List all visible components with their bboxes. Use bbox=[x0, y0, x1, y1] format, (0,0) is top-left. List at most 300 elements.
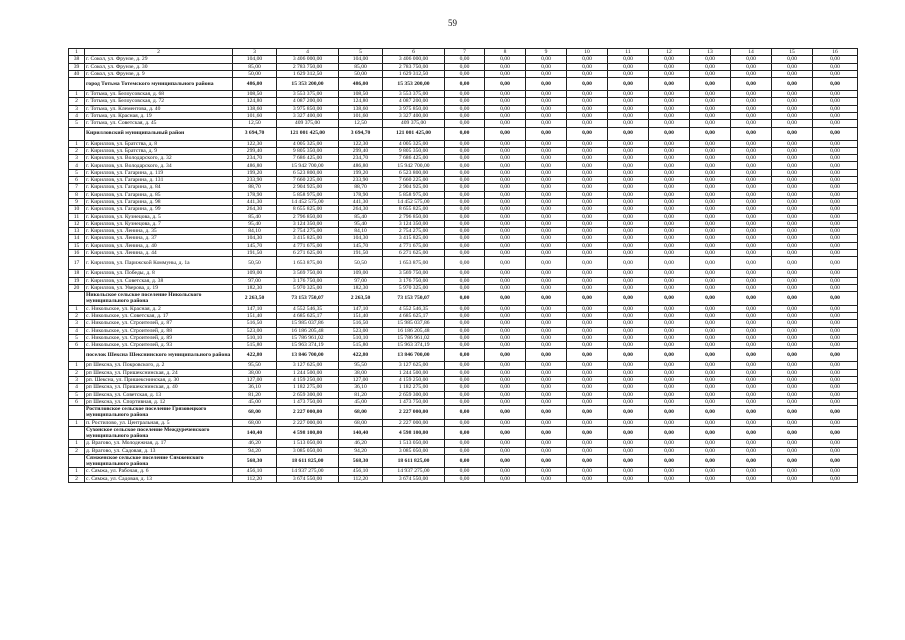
value-cell-13: 0,00 bbox=[690, 213, 731, 220]
value-cell-16: 0,00 bbox=[813, 270, 858, 277]
cost-cell: 1 513 050,00 bbox=[383, 440, 445, 447]
value-cell-10: 0,00 bbox=[567, 284, 608, 291]
cost-total-cell: 3 327 400,00 bbox=[277, 112, 339, 119]
value-cell-13: 0,00 bbox=[690, 105, 731, 112]
value-cell-14: 0,00 bbox=[731, 78, 772, 91]
value-cell-7: 0,00 bbox=[445, 406, 485, 419]
table-row bbox=[69, 169, 858, 176]
table-row bbox=[69, 391, 858, 398]
area-cell: 515,80 bbox=[339, 342, 383, 349]
value-cell-16: 0,00 bbox=[813, 468, 858, 475]
address-cell: г. Кириллов, ул. Советская, д. 38 bbox=[85, 277, 233, 284]
value-cell-15: 0,00 bbox=[772, 184, 813, 191]
value-cell-16: 0,00 bbox=[813, 349, 858, 362]
cost-cell: 4 771 675,00 bbox=[383, 242, 445, 249]
address-cell: г. Сокол, ул. Фрунзе, д. 29 bbox=[85, 56, 233, 63]
value-cell-7: 0,00 bbox=[445, 127, 485, 140]
cost-total-cell: 14 937 275,00 bbox=[277, 468, 339, 475]
row-number-cell: 15 bbox=[69, 242, 85, 249]
cost-cell: 4 005 325,00 bbox=[383, 140, 445, 147]
value-cell-15: 0,00 bbox=[772, 242, 813, 249]
value-cell-10: 0,00 bbox=[567, 384, 608, 391]
value-cell-8: 0,00 bbox=[485, 369, 526, 376]
value-cell-15: 0,00 bbox=[772, 155, 813, 162]
value-cell-9: 0,00 bbox=[526, 242, 567, 249]
value-cell-14: 0,00 bbox=[731, 169, 772, 176]
value-cell-12: 0,00 bbox=[649, 384, 690, 391]
table-row bbox=[69, 419, 858, 426]
row-number-cell: 2 bbox=[69, 475, 85, 482]
row-number-cell bbox=[69, 426, 85, 439]
address-cell: г. Кириллов, ул. Гагарина, д. 84 bbox=[85, 184, 233, 191]
value-cell-7: 0,00 bbox=[445, 213, 485, 220]
row-number-cell: 5 bbox=[69, 391, 85, 398]
table-row bbox=[69, 377, 858, 384]
table-row bbox=[69, 342, 858, 349]
cost-cell: 1 182 275,00 bbox=[383, 384, 445, 391]
value-cell-13: 0,00 bbox=[690, 398, 731, 405]
value-cell-7: 0,00 bbox=[445, 447, 485, 454]
value-cell-11: 0,00 bbox=[608, 112, 649, 119]
area-cell: 104,00 bbox=[339, 56, 383, 63]
cost-cell: 121 001 425,00 bbox=[383, 127, 445, 140]
value-cell-16: 0,00 bbox=[813, 213, 858, 220]
value-cell-14: 0,00 bbox=[731, 391, 772, 398]
value-cell-8: 0,00 bbox=[485, 327, 526, 334]
row-number-cell: 16 bbox=[69, 250, 85, 257]
area-cell: 486,00 bbox=[339, 78, 383, 91]
area-total-cell: 233,90 bbox=[233, 177, 277, 184]
value-cell-15: 0,00 bbox=[772, 362, 813, 369]
value-cell-7: 0,00 bbox=[445, 105, 485, 112]
value-cell-13: 0,00 bbox=[690, 147, 731, 154]
row-number-cell: 8 bbox=[69, 191, 85, 198]
value-cell-16: 0,00 bbox=[813, 228, 858, 235]
value-cell-15: 0,00 bbox=[772, 292, 813, 305]
cost-total-cell: 1 244 500,00 bbox=[277, 369, 339, 376]
address-cell: рп Шексна, ул. Советская, д. 13 bbox=[85, 391, 233, 398]
cost-cell: 16 186 205,48 bbox=[383, 327, 445, 334]
area-cell: 145,70 bbox=[339, 242, 383, 249]
value-cell-13: 0,00 bbox=[690, 70, 731, 77]
table-row bbox=[69, 250, 858, 257]
row-number-cell: 1 bbox=[69, 468, 85, 475]
value-cell-7: 0,00 bbox=[445, 155, 485, 162]
value-cell-11: 0,00 bbox=[608, 305, 649, 312]
value-cell-12: 0,00 bbox=[649, 177, 690, 184]
value-cell-14: 0,00 bbox=[731, 184, 772, 191]
value-cell-13: 0,00 bbox=[690, 447, 731, 454]
value-cell-7: 0,00 bbox=[445, 334, 485, 341]
row-number-cell: 1 bbox=[69, 362, 85, 369]
group-total-row bbox=[69, 426, 858, 439]
row-number-cell: 9 bbox=[69, 198, 85, 205]
area-cell: 510,10 bbox=[339, 334, 383, 341]
value-cell-7: 0,00 bbox=[445, 70, 485, 77]
address-cell: г. Тотьма, ул. Белоусовская, д. 68 bbox=[85, 91, 233, 98]
value-cell-9: 0,00 bbox=[526, 56, 567, 63]
value-cell-14: 0,00 bbox=[731, 440, 772, 447]
value-cell-14: 0,00 bbox=[731, 406, 772, 419]
area-cell: 38,00 bbox=[339, 369, 383, 376]
value-cell-12: 0,00 bbox=[649, 198, 690, 205]
address-cell: г. Кириллов, ул. Володарского, д. 34 bbox=[85, 162, 233, 169]
value-cell-8: 0,00 bbox=[485, 70, 526, 77]
value-cell-8: 0,00 bbox=[485, 447, 526, 454]
value-cell-14: 0,00 bbox=[731, 334, 772, 341]
value-cell-11: 0,00 bbox=[608, 447, 649, 454]
column-number-5: 5 bbox=[339, 49, 383, 56]
row-number-cell: 3 bbox=[69, 105, 85, 112]
area-cell: 81,20 bbox=[339, 391, 383, 398]
cost-total-cell: 3 975 850,00 bbox=[277, 105, 339, 112]
value-cell-14: 0,00 bbox=[731, 284, 772, 291]
address-cell: г. Сокол, ул. Фрунзе, д. 30 bbox=[85, 63, 233, 70]
cost-total-cell: 5 858 975,00 bbox=[277, 191, 339, 198]
value-cell-10: 0,00 bbox=[567, 406, 608, 419]
table-row bbox=[69, 70, 858, 77]
value-cell-16: 0,00 bbox=[813, 334, 858, 341]
value-cell-8: 0,00 bbox=[485, 362, 526, 369]
value-cell-8: 0,00 bbox=[485, 468, 526, 475]
value-cell-12: 0,00 bbox=[649, 184, 690, 191]
value-cell-14: 0,00 bbox=[731, 426, 772, 439]
value-cell-14: 0,00 bbox=[731, 312, 772, 319]
cost-total-cell: 3 553 375,00 bbox=[277, 91, 339, 98]
value-cell-13: 0,00 bbox=[690, 98, 731, 105]
cost-total-cell: 2 659 300,00 bbox=[277, 391, 339, 398]
value-cell-12: 0,00 bbox=[649, 391, 690, 398]
value-cell-11: 0,00 bbox=[608, 235, 649, 242]
area-cell: 182,30 bbox=[339, 284, 383, 291]
area-total-cell: 94,20 bbox=[233, 447, 277, 454]
value-cell-11: 0,00 bbox=[608, 56, 649, 63]
value-cell-13: 0,00 bbox=[690, 377, 731, 384]
value-cell-15: 0,00 bbox=[772, 91, 813, 98]
cost-cell: 409 375,00 bbox=[383, 120, 445, 127]
value-cell-7: 0,00 bbox=[445, 377, 485, 384]
value-cell-7: 0,00 bbox=[445, 384, 485, 391]
cost-total-cell: 18 611 825,00 bbox=[277, 454, 339, 467]
area-cell: 94,20 bbox=[339, 447, 383, 454]
table-row bbox=[69, 235, 858, 242]
area-total-cell: 299,40 bbox=[233, 147, 277, 154]
value-cell-12: 0,00 bbox=[649, 162, 690, 169]
area-total-cell: 516,50 bbox=[233, 320, 277, 327]
address-cell: г. Тотьма, ул. Клементова, д. 40 bbox=[85, 105, 233, 112]
value-cell-11: 0,00 bbox=[608, 91, 649, 98]
value-cell-16: 0,00 bbox=[813, 440, 858, 447]
address-cell: с. Сямжа, ул. Рабочая, д. 6 bbox=[85, 468, 233, 475]
area-total-cell: 68,00 bbox=[233, 406, 277, 419]
value-cell-10: 0,00 bbox=[567, 162, 608, 169]
value-cell-14: 0,00 bbox=[731, 454, 772, 467]
cost-cell: 3 674 550,00 bbox=[383, 475, 445, 482]
area-cell: 138,60 bbox=[339, 105, 383, 112]
value-cell-8: 0,00 bbox=[485, 312, 526, 319]
value-cell-8: 0,00 bbox=[485, 454, 526, 467]
value-cell-16: 0,00 bbox=[813, 406, 858, 419]
value-cell-9: 0,00 bbox=[526, 440, 567, 447]
value-cell-11: 0,00 bbox=[608, 391, 649, 398]
cost-total-cell: 2 796 850,00 bbox=[277, 213, 339, 220]
value-cell-12: 0,00 bbox=[649, 147, 690, 154]
value-cell-15: 0,00 bbox=[772, 120, 813, 127]
value-cell-8: 0,00 bbox=[485, 235, 526, 242]
value-cell-8: 0,00 bbox=[485, 257, 526, 270]
value-cell-10: 0,00 bbox=[567, 120, 608, 127]
cost-total-cell: 4 005 325,00 bbox=[277, 140, 339, 147]
cost-cell: 2 659 300,00 bbox=[383, 391, 445, 398]
value-cell-14: 0,00 bbox=[731, 327, 772, 334]
value-cell-11: 0,00 bbox=[608, 155, 649, 162]
area-cell: 68,00 bbox=[339, 406, 383, 419]
address-cell: город Тотьма Тотемского муниципального района bbox=[85, 78, 233, 91]
value-cell-14: 0,00 bbox=[731, 419, 772, 426]
value-cell-15: 0,00 bbox=[772, 206, 813, 213]
value-cell-9: 0,00 bbox=[526, 98, 567, 105]
column-number-13: 13 bbox=[690, 49, 731, 56]
value-cell-15: 0,00 bbox=[772, 406, 813, 419]
value-cell-11: 0,00 bbox=[608, 284, 649, 291]
value-cell-7: 0,00 bbox=[445, 398, 485, 405]
value-cell-12: 0,00 bbox=[649, 270, 690, 277]
cost-cell: 15 353 200,00 bbox=[383, 78, 445, 91]
value-cell-16: 0,00 bbox=[813, 206, 858, 213]
value-cell-15: 0,00 bbox=[772, 369, 813, 376]
value-cell-12: 0,00 bbox=[649, 220, 690, 227]
row-number-cell: 6 bbox=[69, 177, 85, 184]
area-cell: 97,00 bbox=[339, 277, 383, 284]
area-cell: 95,40 bbox=[339, 220, 383, 227]
address-cell: г. Тотьма, ул. Красная, д. 19 bbox=[85, 112, 233, 119]
group-total-row bbox=[69, 292, 858, 305]
value-cell-10: 0,00 bbox=[567, 63, 608, 70]
cost-cell: 15 963 374,19 bbox=[383, 342, 445, 349]
cost-cell: 3 553 375,00 bbox=[383, 91, 445, 98]
cost-cell: 1 653 875,00 bbox=[383, 257, 445, 270]
value-cell-16: 0,00 bbox=[813, 384, 858, 391]
value-cell-12: 0,00 bbox=[649, 406, 690, 419]
value-cell-7: 0,00 bbox=[445, 235, 485, 242]
value-cell-15: 0,00 bbox=[772, 127, 813, 140]
value-cell-16: 0,00 bbox=[813, 398, 858, 405]
value-cell-14: 0,00 bbox=[731, 105, 772, 112]
value-cell-16: 0,00 bbox=[813, 284, 858, 291]
housing-repair-table bbox=[68, 48, 858, 483]
value-cell-16: 0,00 bbox=[813, 475, 858, 482]
row-number-cell: 4 bbox=[69, 112, 85, 119]
address-cell: поселок Шексна Шекснинского муниципального района bbox=[85, 349, 233, 362]
value-cell-13: 0,00 bbox=[690, 257, 731, 270]
value-cell-14: 0,00 bbox=[731, 70, 772, 77]
value-cell-15: 0,00 bbox=[772, 140, 813, 147]
area-total-cell: 88,70 bbox=[233, 184, 277, 191]
area-total-cell: 104,30 bbox=[233, 235, 277, 242]
value-cell-9: 0,00 bbox=[526, 320, 567, 327]
value-cell-13: 0,00 bbox=[690, 349, 731, 362]
cost-total-cell: 5 970 325,00 bbox=[277, 284, 339, 291]
value-cell-15: 0,00 bbox=[772, 98, 813, 105]
cost-total-cell: 3 124 350,00 bbox=[277, 220, 339, 227]
value-cell-9: 0,00 bbox=[526, 213, 567, 220]
value-cell-8: 0,00 bbox=[485, 191, 526, 198]
table-row bbox=[69, 257, 858, 270]
value-cell-16: 0,00 bbox=[813, 305, 858, 312]
value-cell-9: 0,00 bbox=[526, 198, 567, 205]
value-cell-12: 0,00 bbox=[649, 250, 690, 257]
value-cell-8: 0,00 bbox=[485, 342, 526, 349]
column-number-11: 11 bbox=[608, 49, 649, 56]
row-number-cell: 2 bbox=[69, 447, 85, 454]
value-cell-9: 0,00 bbox=[526, 147, 567, 154]
cost-total-cell: 16 186 205,48 bbox=[277, 327, 339, 334]
value-cell-8: 0,00 bbox=[485, 112, 526, 119]
value-cell-11: 0,00 bbox=[608, 228, 649, 235]
value-cell-13: 0,00 bbox=[690, 140, 731, 147]
table-row bbox=[69, 147, 858, 154]
address-cell: с. Никольское, ул. Строителей, д. 88 bbox=[85, 327, 233, 334]
value-cell-13: 0,00 bbox=[690, 184, 731, 191]
value-cell-12: 0,00 bbox=[649, 312, 690, 319]
address-cell: рп Шексна, ул. Покровского, д. 2 bbox=[85, 362, 233, 369]
cost-cell: 3 327 400,00 bbox=[383, 112, 445, 119]
area-cell: 122,30 bbox=[339, 140, 383, 147]
value-cell-9: 0,00 bbox=[526, 362, 567, 369]
value-cell-11: 0,00 bbox=[608, 220, 649, 227]
cost-cell: 1 629 312,50 bbox=[383, 70, 445, 77]
value-cell-11: 0,00 bbox=[608, 105, 649, 112]
value-cell-13: 0,00 bbox=[690, 342, 731, 349]
area-cell: 50,00 bbox=[339, 70, 383, 77]
value-cell-11: 0,00 bbox=[608, 169, 649, 176]
value-cell-7: 0,00 bbox=[445, 292, 485, 305]
value-cell-15: 0,00 bbox=[772, 270, 813, 277]
value-cell-15: 0,00 bbox=[772, 419, 813, 426]
value-cell-10: 0,00 bbox=[567, 105, 608, 112]
value-cell-9: 0,00 bbox=[526, 292, 567, 305]
value-cell-14: 0,00 bbox=[731, 320, 772, 327]
column-number-9: 9 bbox=[526, 49, 567, 56]
value-cell-12: 0,00 bbox=[649, 91, 690, 98]
value-cell-14: 0,00 bbox=[731, 63, 772, 70]
value-cell-14: 0,00 bbox=[731, 447, 772, 454]
table-row bbox=[69, 277, 858, 284]
value-cell-13: 0,00 bbox=[690, 120, 731, 127]
value-cell-15: 0,00 bbox=[772, 250, 813, 257]
column-number-4: 4 bbox=[277, 49, 339, 56]
value-cell-10: 0,00 bbox=[567, 257, 608, 270]
value-cell-8: 0,00 bbox=[485, 140, 526, 147]
group-total-row bbox=[69, 127, 858, 140]
value-cell-13: 0,00 bbox=[690, 91, 731, 98]
area-cell: 84,10 bbox=[339, 228, 383, 235]
value-cell-16: 0,00 bbox=[813, 447, 858, 454]
area-total-cell: 3 694,70 bbox=[233, 127, 277, 140]
column-number-3: 3 bbox=[233, 49, 277, 56]
cost-total-cell: 3 415 825,00 bbox=[277, 235, 339, 242]
area-total-cell: 122,30 bbox=[233, 140, 277, 147]
group-total-row bbox=[69, 454, 858, 467]
cost-total-cell: 3 674 550,00 bbox=[277, 475, 339, 482]
table-row bbox=[69, 334, 858, 341]
value-cell-12: 0,00 bbox=[649, 334, 690, 341]
cost-total-cell: 8 655 825,00 bbox=[277, 206, 339, 213]
cost-total-cell: 7 686 425,00 bbox=[277, 155, 339, 162]
row-number-cell bbox=[69, 78, 85, 91]
cost-total-cell: 1 473 750,00 bbox=[277, 398, 339, 405]
value-cell-8: 0,00 bbox=[485, 98, 526, 105]
cost-total-cell: 6 523 800,00 bbox=[277, 169, 339, 176]
area-total-cell: 124,80 bbox=[233, 98, 277, 105]
address-cell: г. Кириллов, ул. Ленина, д. 44 bbox=[85, 250, 233, 257]
row-number-cell bbox=[69, 406, 85, 419]
area-cell: 36,10 bbox=[339, 384, 383, 391]
value-cell-8: 0,00 bbox=[485, 120, 526, 127]
value-cell-12: 0,00 bbox=[649, 349, 690, 362]
value-cell-12: 0,00 bbox=[649, 206, 690, 213]
cost-cell: 3 127 625,00 bbox=[383, 362, 445, 369]
value-cell-16: 0,00 bbox=[813, 312, 858, 319]
value-cell-13: 0,00 bbox=[690, 206, 731, 213]
group-total-row bbox=[69, 78, 858, 91]
value-cell-11: 0,00 bbox=[608, 242, 649, 249]
address-cell: г. Кириллов, ул. Ленина, д. 40 bbox=[85, 242, 233, 249]
address-cell: рп. Шексна, ул. Пришекснинская, д. 30 bbox=[85, 377, 233, 384]
value-cell-14: 0,00 bbox=[731, 377, 772, 384]
table-row bbox=[69, 447, 858, 454]
value-cell-13: 0,00 bbox=[690, 440, 731, 447]
value-cell-9: 0,00 bbox=[526, 284, 567, 291]
value-cell-11: 0,00 bbox=[608, 184, 649, 191]
row-number-cell bbox=[69, 349, 85, 362]
value-cell-10: 0,00 bbox=[567, 426, 608, 439]
column-number-15: 15 bbox=[772, 49, 813, 56]
value-cell-14: 0,00 bbox=[731, 305, 772, 312]
cost-total-cell: 3 406 000,00 bbox=[277, 56, 339, 63]
area-total-cell: 422,80 bbox=[233, 349, 277, 362]
value-cell-7: 0,00 bbox=[445, 419, 485, 426]
table-row bbox=[69, 362, 858, 369]
address-cell: г. Кириллов, ул. Уверова, д. 19 bbox=[85, 284, 233, 291]
cost-total-cell: 15 942 700,00 bbox=[277, 162, 339, 169]
value-cell-15: 0,00 bbox=[772, 112, 813, 119]
cost-cell: 4 598 100,00 bbox=[383, 426, 445, 439]
value-cell-9: 0,00 bbox=[526, 334, 567, 341]
value-cell-15: 0,00 bbox=[772, 440, 813, 447]
value-cell-11: 0,00 bbox=[608, 140, 649, 147]
value-cell-10: 0,00 bbox=[567, 147, 608, 154]
value-cell-8: 0,00 bbox=[485, 105, 526, 112]
value-cell-7: 0,00 bbox=[445, 312, 485, 319]
value-cell-9: 0,00 bbox=[526, 305, 567, 312]
column-number-7: 7 bbox=[445, 49, 485, 56]
area-cell: 127,00 bbox=[339, 377, 383, 384]
row-number-cell: 1 bbox=[69, 140, 85, 147]
column-number-10: 10 bbox=[567, 49, 608, 56]
value-cell-14: 0,00 bbox=[731, 206, 772, 213]
value-cell-11: 0,00 bbox=[608, 206, 649, 213]
value-cell-8: 0,00 bbox=[485, 284, 526, 291]
value-cell-11: 0,00 bbox=[608, 419, 649, 426]
cost-cell: 4 552 546,35 bbox=[383, 305, 445, 312]
value-cell-10: 0,00 bbox=[567, 349, 608, 362]
value-cell-9: 0,00 bbox=[526, 426, 567, 439]
value-cell-7: 0,00 bbox=[445, 426, 485, 439]
area-total-cell: 140,40 bbox=[233, 426, 277, 439]
value-cell-12: 0,00 bbox=[649, 475, 690, 482]
value-cell-9: 0,00 bbox=[526, 162, 567, 169]
